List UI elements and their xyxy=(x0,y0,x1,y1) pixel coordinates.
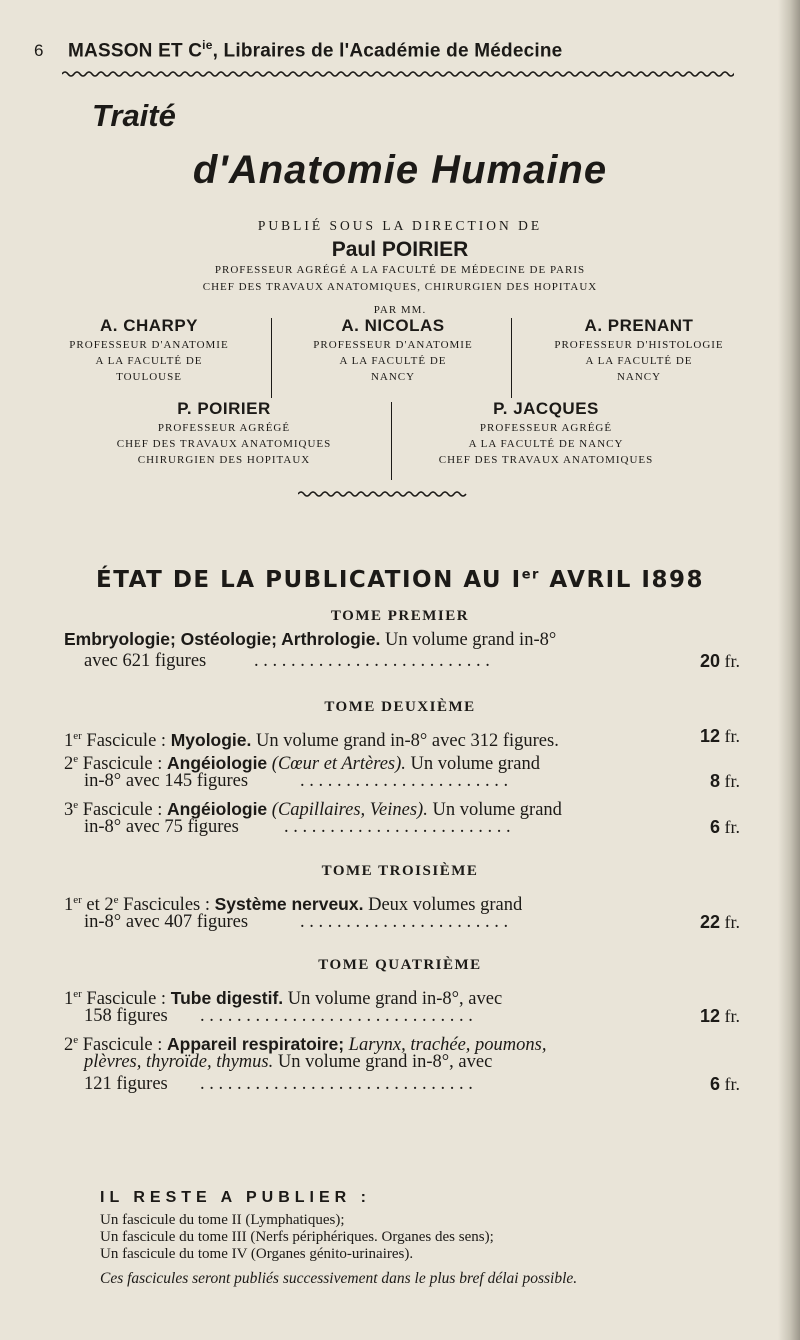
entry-line2: avec 621 figures xyxy=(84,651,207,671)
etat-sup: er xyxy=(521,567,540,583)
remaining-item: Un fascicule du tome II (Lymphatiques); xyxy=(100,1212,345,1228)
column-divider xyxy=(511,318,512,398)
published-under: PUBLIÉ SOUS LA DIRECTION DE xyxy=(257,218,543,233)
author-line: CHEF DES TRAVAUX ANATOMIQUES xyxy=(116,438,332,450)
remaining-heading: IL RESTE A PUBLIER : xyxy=(100,1189,371,1206)
tome2-entry-3: 3e Fascicule : Angéiologie (Capillaires, Veines). Un volume grand xyxy=(64,799,562,821)
tome2-entry-1: 1er Fascicule : Myologie. Un volume grand in-8° avec 312 figures. xyxy=(64,730,559,752)
author-charpy xyxy=(34,315,264,385)
closing-note: Ces fascicules seront publiés successivement dans le plus bref délai possible. xyxy=(100,1270,578,1287)
author-name: A. CHARPY xyxy=(99,316,198,335)
title-line-2: d'Anatomie Humaine xyxy=(192,148,608,192)
tome4-entry-2-line2: plèvres, thyroïde, thymus. Un volume grand in-8°, avec xyxy=(84,1052,493,1072)
dot-leader: . . . . . . . . . . . . . . . . . . . . . . . . . xyxy=(284,817,511,837)
price: 8 fr. xyxy=(709,771,740,791)
author-name: P. POIRIER xyxy=(177,399,271,418)
tome1-entry xyxy=(64,628,744,651)
entry-line3: 121 figures xyxy=(84,1074,168,1094)
price: 20 fr. xyxy=(699,651,740,671)
author-line: PROFESSEUR D'ANATOMIE xyxy=(69,339,229,351)
header-wavy-rule xyxy=(62,70,734,78)
entry-line2: in-8° avec 75 figures xyxy=(84,817,239,837)
author-line: PROFESSEUR D'HISTOLOGIE xyxy=(554,339,724,351)
section-wavy-rule xyxy=(298,490,470,498)
author-line: PROFESSEUR D'ANATOMIE xyxy=(313,339,473,351)
tome2-entry-2: 2e Fascicule : Angéiologie (Cœur et Artères). Un volume grand xyxy=(64,753,541,775)
author-jacques xyxy=(396,398,696,468)
entry-subject: Angéiologie xyxy=(167,799,268,820)
remaining-item: Un fascicule du tome III (Nerfs périphériques. Organes des sens); xyxy=(100,1229,494,1245)
author-name: A. PRENANT xyxy=(584,316,694,335)
tome-heading: TOME TROISIÈME xyxy=(321,863,479,879)
author-line: CHEF DES TRAVAUX ANATOMIQUES xyxy=(438,454,654,466)
author-name: A. NICOLAS xyxy=(341,316,445,335)
publisher-name: MASSON ET C xyxy=(68,40,203,62)
author-line: A LA FACULTÉ DE xyxy=(95,355,203,367)
etat-pre: ÉTAT DE LA PUBLICATION AU I xyxy=(96,567,522,593)
author-line: A LA FACULTÉ DE xyxy=(339,355,447,367)
director-title-1: PROFESSEUR AGRÉGÉ A LA FACULTÉ DE MÉDECINE DE PARIS xyxy=(214,264,586,276)
author-line: PROFESSEUR AGRÉGÉ xyxy=(157,422,291,434)
column-divider xyxy=(271,318,272,398)
director-name: Paul POIRIER xyxy=(331,238,469,261)
remaining-item: Un fascicule du tome IV (Organes génito-urinaires). xyxy=(100,1246,414,1262)
entry-subject: Tube digestif. xyxy=(170,988,284,1009)
tome4-entry-1: 1er Fascicule : Tube digestif. Un volume grand in-8°, avec xyxy=(64,988,503,1010)
author-line: TOULOUSE xyxy=(116,371,182,383)
entry-line2: 158 figures xyxy=(84,1006,168,1026)
entry-desc: Un volume grand in-8° xyxy=(380,630,557,650)
tome3-entry: 1er et 2e Fascicules : Système nerveux. Deux volumes grand xyxy=(64,894,523,916)
publication-status-heading xyxy=(0,567,800,593)
entry-line2: in-8° avec 407 figures xyxy=(84,912,249,932)
tome4-entry-2: 2e Fascicule : Appareil respiratoire; Larynx, trachée, poumons, xyxy=(64,1034,547,1056)
title-line-1: Traité xyxy=(92,98,176,133)
dot-leader: . . . . . . . . . . . . . . . . . . . . . . . . . . . . . . xyxy=(200,1074,473,1094)
price: 6 fr. xyxy=(709,817,740,837)
page-number: 6 xyxy=(34,41,44,61)
price: 22 fr. xyxy=(699,912,740,932)
author-name: P. JACQUES xyxy=(493,399,599,418)
tome-heading: TOME QUATRIÈME xyxy=(318,957,482,973)
page-edge-shadow xyxy=(778,0,800,1340)
entry-subject: Embryologie; Ostéologie; Arthrologie. xyxy=(64,629,381,649)
price: 6 fr. xyxy=(709,1074,740,1094)
author-nicolas xyxy=(278,315,508,385)
entry-line2: in-8° avec 145 figures xyxy=(84,771,249,791)
dot-leader: . . . . . . . . . . . . . . . . . . . . . . . xyxy=(300,912,509,932)
director-title-2: CHEF DES TRAVAUX ANATOMIQUES, CHIRURGIEN DES HOPITAUX xyxy=(202,281,598,293)
entry-subject: Angéiologie xyxy=(167,753,268,774)
publisher-sup: ie xyxy=(202,38,213,52)
author-line: CHIRURGIEN DES HOPITAUX xyxy=(137,454,311,466)
entry-subject: Système nerveux. xyxy=(214,894,364,915)
par-mm: PAR MM. xyxy=(373,304,427,316)
author-line: NANCY xyxy=(370,371,416,383)
author-line: A LA FACULTÉ DE xyxy=(585,355,693,367)
author-line: NANCY xyxy=(616,371,662,383)
tome-heading: TOME PREMIER xyxy=(330,608,470,624)
tome-heading: TOME DEUXIÈME xyxy=(324,699,476,715)
author-line: PROFESSEUR AGRÉGÉ xyxy=(479,422,613,434)
author-prenant xyxy=(516,315,762,385)
author-poirier xyxy=(74,398,374,468)
price: 12 fr. xyxy=(699,1006,740,1026)
dot-leader: . . . . . . . . . . . . . . . . . . . . . . . . . . xyxy=(254,651,490,671)
price: 12 fr. xyxy=(699,726,740,746)
etat-post: AVRIL I898 xyxy=(539,567,704,593)
entry-subject: Myologie. xyxy=(170,730,252,751)
entry-subject: Appareil respiratoire; xyxy=(167,1034,345,1055)
page-header xyxy=(34,38,734,62)
dot-leader: . . . . . . . . . . . . . . . . . . . . . . . xyxy=(300,771,509,791)
publisher-rest: , Libraires de l'Académie de Médecine xyxy=(212,40,563,62)
column-divider xyxy=(391,402,392,480)
author-line: A LA FACULTÉ DE NANCY xyxy=(468,438,624,450)
dot-leader: . . . . . . . . . . . . . . . . . . . . . . . . . . . . . . xyxy=(200,1006,473,1026)
